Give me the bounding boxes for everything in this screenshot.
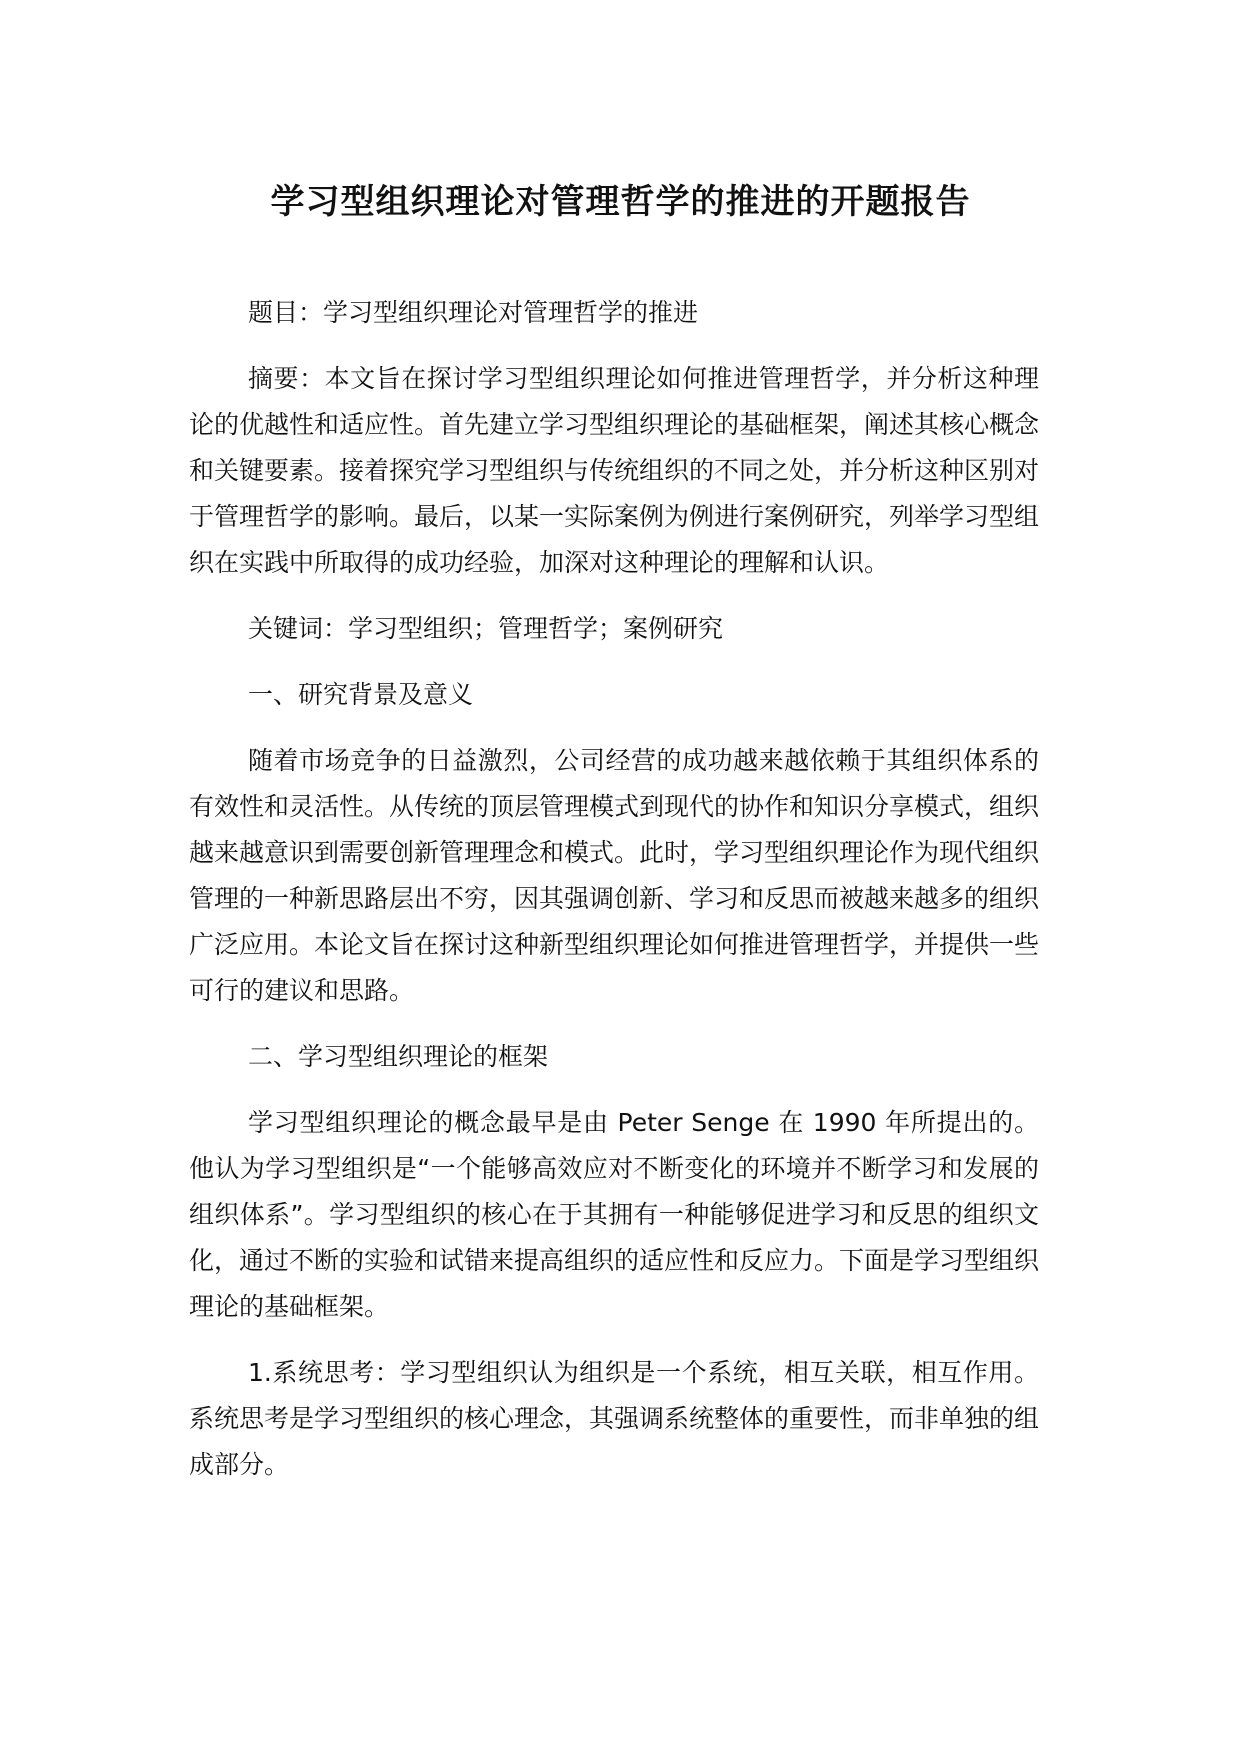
abstract-paragraph: 摘要：本文旨在探讨学习型组织理论如何推进管理哲学，并分析这种理论的优越性和适应性。首先建立学习型组织理论的基础框架，阐述其核心概念和关键要素。接着探究学习型组织与传统组织的不同之处，并分析这种区别对于管理哲学的影响。最后，以某一实际案例为例进行案例研究，列举学习型组织在实践中所取得的成功经验，加深对这种理论的理解和认识。 bbox=[189, 364, 1040, 577]
systems-thinking-paragraph: 1.系统思考：学习型组织认为组织是一个系统，相互关联，相互作用。系统思考是学习型组织的核心理念，其强调系统整体的重要性，而非单独的组成部分。 bbox=[189, 1358, 1040, 1479]
framework-paragraph: 学习型组织理论的概念最早是由 Peter Senge 在 1990 年所提出的。他认为学习型组织是“一个能够高效应对不断变化的环境并不断学习和发展的组织体系”。学习型组织的核心在于其拥有一种能够促进学习和反思的组织文化，通过不断的实验和试错来提高组织的适应性和反应力。下面是学习型组织理论的基础框架。 bbox=[189, 1108, 1040, 1321]
section-heading-framework: 二、学习型组织理论的框架 bbox=[248, 1042, 549, 1071]
topic-line: 题目：学习型组织理论对管理哲学的推进 bbox=[248, 298, 699, 327]
keywords-line: 关键词：学习型组织；管理哲学；案例研究 bbox=[248, 614, 724, 643]
section-heading-background: 一、研究背景及意义 bbox=[248, 680, 474, 709]
background-paragraph: 随着市场竞争的日益激烈，公司经营的成功越来越依赖于其组织体系的有效性和灵活性。从传统的顶层管理模式到现代的协作和知识分享模式，组织越来越意识到需要创新管理理念和模式。此时，学习型组织理论作为现代组织管理的一种新思路层出不穷，因其强调创新、学习和反思而被越来越多的组织广泛应用。本论文旨在探讨这种新型组织理论如何推进管理哲学，并提供一些可行的建议和思路。 bbox=[189, 746, 1040, 1005]
document-body bbox=[189, 290, 1039, 1508]
document-title: 学习型组织理论对管理哲学的推进的开题报告 bbox=[270, 182, 971, 222]
